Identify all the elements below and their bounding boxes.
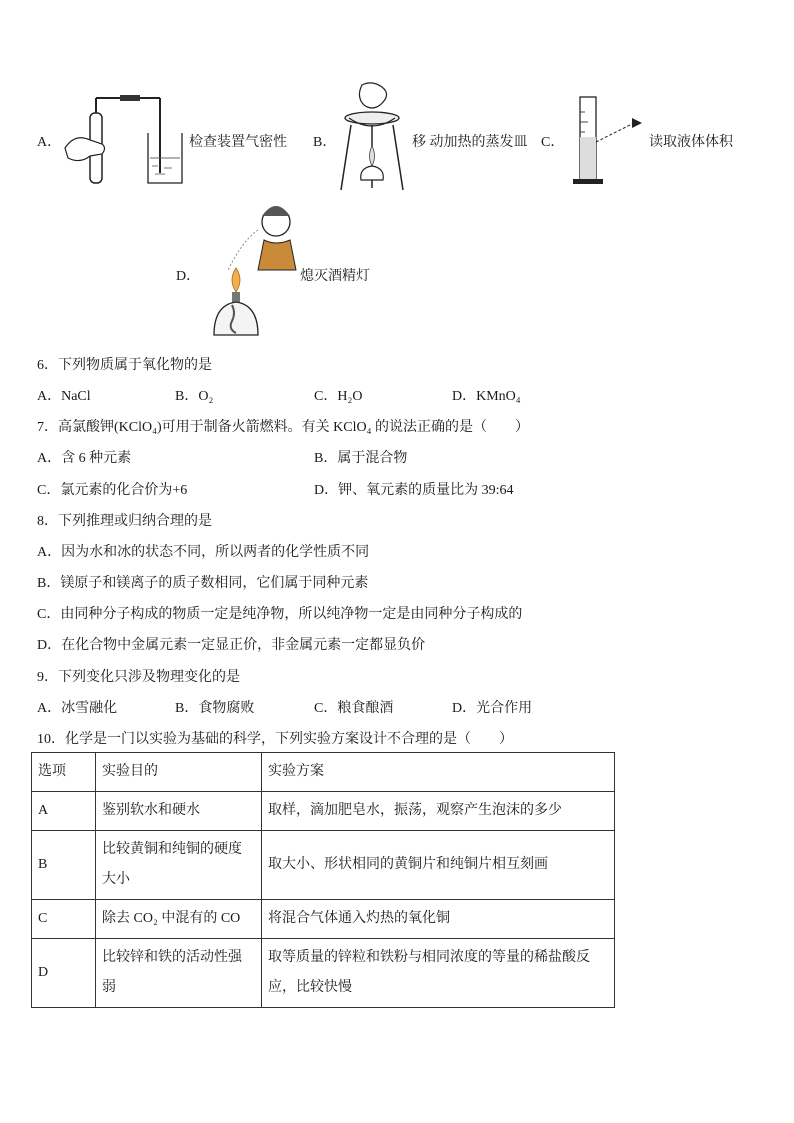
header-purpose: 实验目的 <box>96 753 262 792</box>
header-option: 选项 <box>32 753 96 792</box>
option-d-letter: D． <box>176 269 201 284</box>
table-row <box>32 792 615 831</box>
q9-option-c: C．粮食酿酒 <box>314 701 394 716</box>
q9-option-d: D．光合作用 <box>452 701 533 716</box>
option-b-caption: 移 动加热的蒸发皿 <box>412 135 528 150</box>
q10-stem: 10．化学是一门以实验为基础的科学，下列实验方案设计不合理的是（ ） <box>37 732 513 747</box>
q6-option-d: D．KMnO₄ <box>452 389 521 404</box>
option-a-letter: A． <box>37 135 62 150</box>
row-purpose: 比较黄铜和纯铜的硬度大小 <box>96 831 262 900</box>
option-a-caption: 检查装置气密性 <box>189 135 287 150</box>
row-purpose: 除去 CO₂ 中混有的 CO <box>96 900 262 939</box>
q7-option-d: D．钾、氧元素的质量比为 39:64 <box>314 483 514 498</box>
q9-stem: 9．下列变化只涉及物理变化的是 <box>37 670 240 685</box>
row-option: A <box>32 792 96 831</box>
evaporating-dish-tripod-figure <box>337 80 407 192</box>
q6-option-b: B．O₂ <box>175 389 214 404</box>
q6-option-c: C．H₂O <box>314 389 363 404</box>
q6-option-a: A．NaCl <box>37 389 91 404</box>
table-row <box>32 900 615 939</box>
graduated-cylinder-figure <box>570 92 648 186</box>
row-option: D <box>32 939 96 1008</box>
q7-option-b: B．属于混合物 <box>314 451 408 466</box>
row-plan: 取等质量的锌粒和铁粉与相同浓度的等量的稀盐酸反应，比较快慢 <box>262 939 615 1008</box>
q7-option-c: C．氯元素的化合价为+6 <box>37 483 188 498</box>
table-header-row <box>32 753 615 792</box>
option-c-letter: C． <box>541 135 565 150</box>
option-d-caption: 熄灭酒精灯 <box>300 269 370 284</box>
q9-option-b: B．食物腐败 <box>175 701 255 716</box>
row-option: B <box>32 831 96 900</box>
option-b-letter: B． <box>313 135 337 150</box>
blowing-out-alcohol-lamp-figure <box>206 200 302 340</box>
q8-option-b: B．镁原子和镁离子的质子数相同，它们属于同种元素 <box>37 576 369 591</box>
row-plan: 取大小、形状相同的黄铜片和纯铜片相互刻画 <box>262 831 615 900</box>
table-row <box>32 939 615 1008</box>
q6-stem: 6．下列物质属于氧化物的是 <box>37 358 212 373</box>
table-row <box>32 831 615 900</box>
row-plan: 取样，滴加肥皂水，振荡，观察产生泡沫的多少 <box>262 792 615 831</box>
q7-option-a: A．含 6 种元素 <box>37 451 132 466</box>
q8-option-a: A．因为水和冰的状态不同，所以两者的化学性质不同 <box>37 545 370 560</box>
row-purpose: 比较锌和铁的活动性强弱 <box>96 939 262 1008</box>
row-option: C <box>32 900 96 939</box>
option-c-caption: 读取液体体积 <box>649 135 733 150</box>
row-plan: 将混合气体通入灼热的氧化铜 <box>262 900 615 939</box>
q9-option-a: A．冰雪融化 <box>37 701 118 716</box>
airtight-check-apparatus-figure <box>60 88 190 188</box>
header-plan: 实验方案 <box>262 753 615 792</box>
q8-stem: 8．下列推理或归纳合理的是 <box>37 514 212 529</box>
q8-option-d: D．在化合物中金属元素一定显正价，非金属元素一定都显负价 <box>37 638 426 653</box>
experiment-table <box>31 752 615 1008</box>
row-purpose: 鉴别软水和硬水 <box>96 792 262 831</box>
q7-stem: 7．高氯酸钾(KClO₄)可用于制备火箭燃料。有关 KClO₄ 的说法正确的是（ ） <box>37 420 529 435</box>
q8-option-c: C．由同种分子构成的物质一定是纯净物，所以纯净物一定是由同种分子构成的 <box>37 607 523 622</box>
